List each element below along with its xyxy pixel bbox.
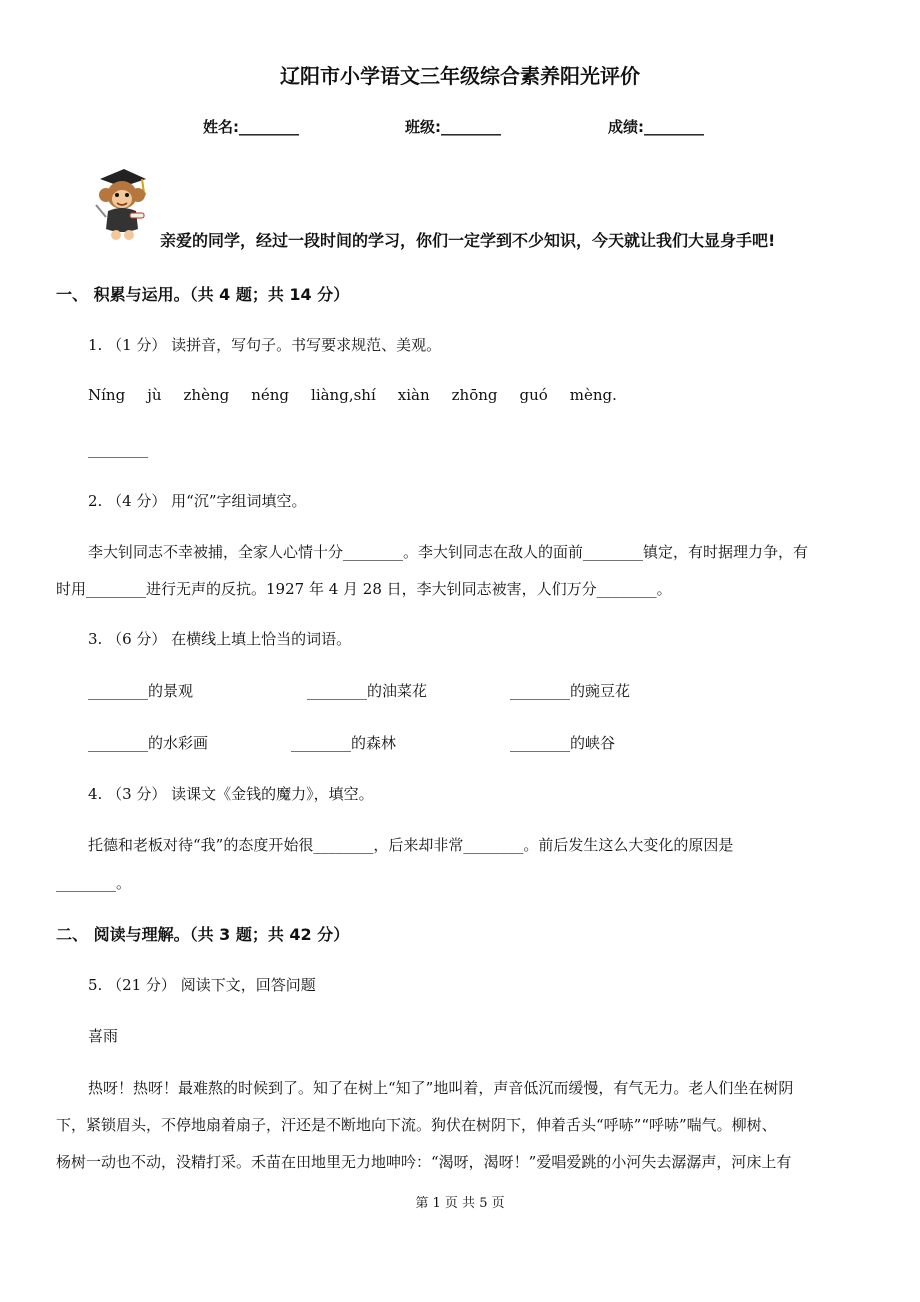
question-3-blank[interactable]: ________的森林 — [291, 734, 397, 752]
pinyin-syllable: zhèng — [183, 386, 230, 404]
section-2-heading: 二、 阅读与理解。（共 3 题；共 42 分） — [56, 925, 350, 944]
question-3-blank[interactable]: ________的峡谷 — [510, 734, 616, 752]
pinyin-syllable: xiàn — [397, 386, 430, 404]
pinyin-syllable: zhōng — [451, 386, 498, 404]
pinyin-syllable: mèng. — [569, 386, 617, 404]
page-title: 辽阳市小学语文三年级综合素养阳光评价 — [280, 64, 640, 88]
passage-line: 杨树一动也不动，没精打采。禾苗在田地里无力地呻吟：“渴呀，渴呀！”爱唱爱跳的小河失去潺潺声，河床上有 — [56, 1153, 792, 1171]
pinyin-syllable: guó — [519, 386, 548, 404]
name-field[interactable]: 姓名:________ — [203, 118, 299, 136]
passage-line: 热呀！热呀！最难熬的时候到了。知了在树上“知了”地叫着，声音低沉而缓慢，有气无力。老人们坐在树阴 — [88, 1079, 794, 1097]
question-1-stem: 1. （1 分） 读拼音，写句子。书写要求规范、美观。 — [88, 336, 442, 354]
question-3-blank[interactable]: ________的油菜花 — [307, 682, 428, 700]
passage-line: 下，紧锁眉头，不停地扇着扇子，汗还是不断地向下流。狗伏在树阴下，伸着舌头“呼哧”“呼哧”喘气。柳树、 — [56, 1116, 777, 1134]
question-5-stem: 5. （21 分） 阅读下文，回答问题 — [88, 976, 316, 994]
monkey-graduate-icon — [86, 165, 152, 245]
section-1-heading: 一、 积累与运用。（共 4 题；共 14 分） — [56, 285, 350, 304]
question-3-blank[interactable]: ________的豌豆花 — [510, 682, 631, 700]
pinyin-syllable: Níng — [88, 386, 126, 404]
question-1-pinyin — [88, 386, 639, 404]
greeting-text: 亲爱的同学，经过一段时间的学习，你们一定学到不少知识，今天就让我们大显身手吧! — [160, 231, 776, 250]
class-field[interactable]: 班级:________ — [405, 118, 501, 136]
question-4-stem: 4. （3 分） 读课文《金钱的魔力》，填空。 — [88, 785, 374, 803]
passage-title: 喜雨 — [88, 1027, 119, 1045]
question-3-stem: 3. （6 分） 在横线上填上恰当的词语。 — [88, 630, 352, 648]
question-2-stem: 2. （4 分） 用“沉”字组词填空。 — [88, 492, 307, 510]
question-3-blank[interactable]: ________的景观 — [88, 682, 194, 700]
question-3-blank[interactable]: ________的水彩画 — [88, 734, 209, 752]
pinyin-syllable: néng — [251, 386, 290, 404]
question-2-line-2[interactable]: 时用________进行无声的反抗。1927 年 4 月 28 日，李大钊同志被害，人们万分________。 — [56, 580, 672, 598]
page-footer: 第 1 页 共 5 页 — [415, 1196, 505, 1211]
question-4-line-1[interactable]: 托德和老板对待“我”的态度开始很________，后来却非常________。前后发生这么大变化的原因是 — [88, 836, 734, 854]
score-field[interactable]: 成绩:________ — [608, 118, 704, 136]
question-2-line-1[interactable]: 李大钊同志不幸被捕，全家人心情十分________。李大钊同志在敌人的面前________镇定，有时据理力争，有 — [88, 543, 809, 561]
pinyin-syllable: jù — [147, 386, 162, 404]
pinyin-syllable: liàng,shí — [311, 386, 376, 404]
question-4-line-2[interactable]: ________。 — [56, 874, 132, 892]
question-1-answer-line[interactable]: ________ — [88, 440, 148, 458]
